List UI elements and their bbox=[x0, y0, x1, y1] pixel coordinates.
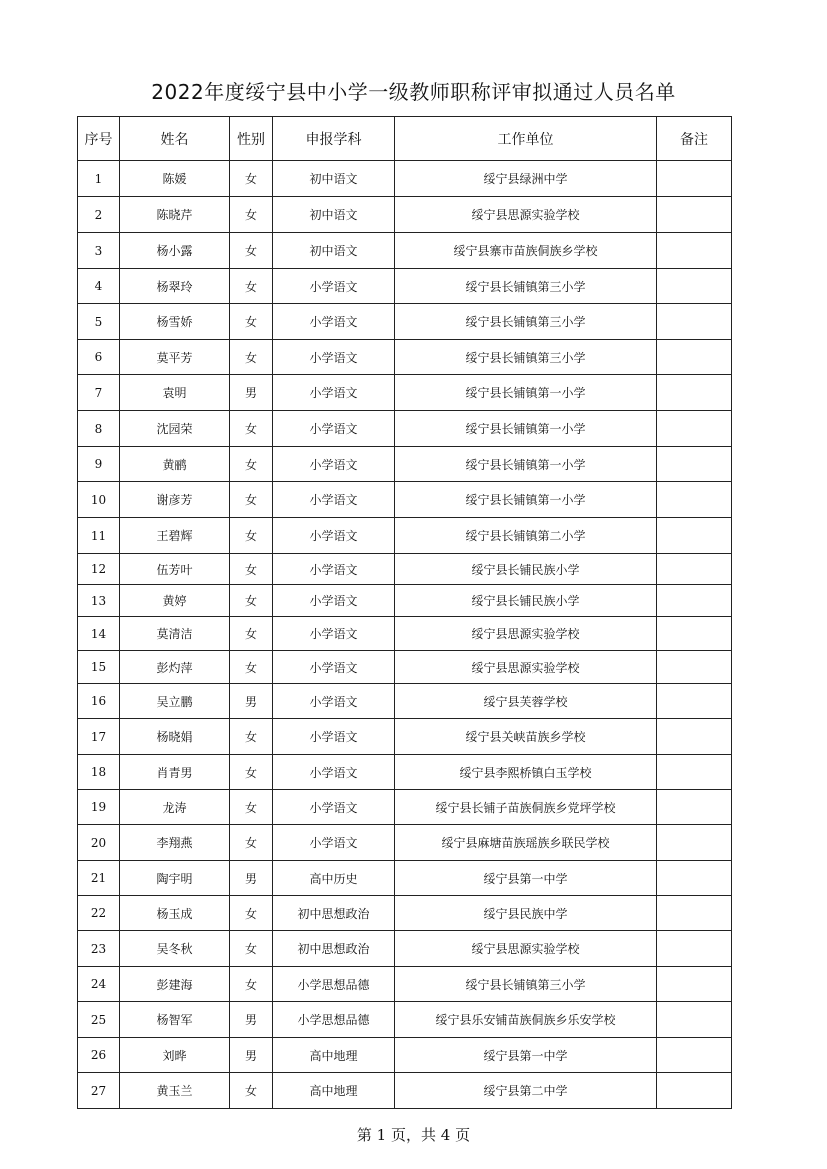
cell-workplace: 绥宁县芙蓉学校 bbox=[395, 684, 657, 719]
cell-name: 肖青男 bbox=[120, 755, 230, 790]
cell-name: 莫清洁 bbox=[120, 617, 230, 651]
cell-gender: 男 bbox=[230, 375, 273, 411]
cell-index: 15 bbox=[78, 651, 120, 684]
cell-name: 王碧辉 bbox=[120, 518, 230, 554]
cell-subject: 小学语文 bbox=[273, 790, 395, 825]
table-body bbox=[78, 161, 732, 1109]
table-row bbox=[78, 790, 732, 825]
cell-workplace: 绥宁县乐安铺苗族侗族乡乐安学校 bbox=[395, 1002, 657, 1038]
personnel-table bbox=[77, 116, 732, 1109]
cell-name: 彭建海 bbox=[120, 967, 230, 1002]
cell-name: 杨智军 bbox=[120, 1002, 230, 1038]
cell-name: 黄玉兰 bbox=[120, 1073, 230, 1109]
cell-gender: 男 bbox=[230, 861, 273, 896]
cell-remarks bbox=[657, 1038, 732, 1073]
cell-workplace: 绥宁县第一中学 bbox=[395, 861, 657, 896]
table-row bbox=[78, 719, 732, 755]
table-row bbox=[78, 197, 732, 233]
cell-remarks bbox=[657, 719, 732, 755]
table-row bbox=[78, 304, 732, 340]
cell-index: 3 bbox=[78, 233, 120, 269]
cell-subject: 初中思想政治 bbox=[273, 931, 395, 967]
cell-remarks bbox=[657, 617, 732, 651]
cell-remarks bbox=[657, 1002, 732, 1038]
cell-index: 1 bbox=[78, 161, 120, 197]
table-row bbox=[78, 585, 732, 617]
cell-gender: 女 bbox=[230, 554, 273, 585]
cell-workplace: 绥宁县绿洲中学 bbox=[395, 161, 657, 197]
cell-workplace: 绥宁县长铺子苗族侗族乡党坪学校 bbox=[395, 790, 657, 825]
cell-remarks bbox=[657, 861, 732, 896]
cell-subject: 小学语文 bbox=[273, 411, 395, 447]
cell-index: 11 bbox=[78, 518, 120, 554]
cell-subject: 小学语文 bbox=[273, 755, 395, 790]
cell-workplace: 绥宁县长铺民族小学 bbox=[395, 585, 657, 617]
table-row bbox=[78, 1073, 732, 1109]
cell-name: 袁明 bbox=[120, 375, 230, 411]
cell-gender: 女 bbox=[230, 651, 273, 684]
header-workplace: 工作单位 bbox=[395, 117, 657, 161]
cell-workplace: 绥宁县李熙桥镇白玉学校 bbox=[395, 755, 657, 790]
header-subject: 申报学科 bbox=[273, 117, 395, 161]
cell-workplace: 绥宁县长铺镇第三小学 bbox=[395, 340, 657, 375]
header-gender: 性别 bbox=[230, 117, 273, 161]
cell-remarks bbox=[657, 554, 732, 585]
cell-index: 20 bbox=[78, 825, 120, 861]
cell-subject: 小学语文 bbox=[273, 554, 395, 585]
table-row bbox=[78, 554, 732, 585]
cell-index: 24 bbox=[78, 967, 120, 1002]
cell-workplace: 绥宁县长铺镇第一小学 bbox=[395, 411, 657, 447]
cell-workplace: 绥宁县长铺镇第一小学 bbox=[395, 482, 657, 518]
cell-name: 杨雪娇 bbox=[120, 304, 230, 340]
cell-index: 8 bbox=[78, 411, 120, 447]
cell-remarks bbox=[657, 269, 732, 304]
cell-name: 李翔燕 bbox=[120, 825, 230, 861]
table-row bbox=[78, 651, 732, 684]
cell-remarks bbox=[657, 304, 732, 340]
cell-name: 吴冬秋 bbox=[120, 931, 230, 967]
cell-index: 25 bbox=[78, 1002, 120, 1038]
cell-name: 刘晔 bbox=[120, 1038, 230, 1073]
cell-name: 杨玉成 bbox=[120, 896, 230, 931]
cell-gender: 女 bbox=[230, 269, 273, 304]
cell-remarks bbox=[657, 896, 732, 931]
cell-workplace: 绥宁县思源实验学校 bbox=[395, 931, 657, 967]
cell-subject: 小学语文 bbox=[273, 651, 395, 684]
cell-subject: 小学语文 bbox=[273, 518, 395, 554]
cell-index: 26 bbox=[78, 1038, 120, 1073]
cell-gender: 女 bbox=[230, 197, 273, 233]
cell-index: 23 bbox=[78, 931, 120, 967]
header-index: 序号 bbox=[78, 117, 120, 161]
cell-gender: 女 bbox=[230, 1073, 273, 1109]
cell-subject: 高中地理 bbox=[273, 1038, 395, 1073]
cell-name: 龙涛 bbox=[120, 790, 230, 825]
cell-gender: 男 bbox=[230, 1002, 273, 1038]
cell-workplace: 绥宁县思源实验学校 bbox=[395, 197, 657, 233]
cell-name: 吴立鹏 bbox=[120, 684, 230, 719]
cell-remarks bbox=[657, 1073, 732, 1109]
cell-name: 杨翠玲 bbox=[120, 269, 230, 304]
cell-remarks bbox=[657, 340, 732, 375]
table-row bbox=[78, 161, 732, 197]
cell-name: 杨晓娟 bbox=[120, 719, 230, 755]
cell-gender: 女 bbox=[230, 967, 273, 1002]
cell-remarks bbox=[657, 790, 732, 825]
cell-gender: 女 bbox=[230, 447, 273, 482]
cell-subject: 高中历史 bbox=[273, 861, 395, 896]
cell-name: 黄鹂 bbox=[120, 447, 230, 482]
cell-index: 19 bbox=[78, 790, 120, 825]
cell-subject: 小学语文 bbox=[273, 617, 395, 651]
cell-name: 杨小露 bbox=[120, 233, 230, 269]
cell-remarks bbox=[657, 161, 732, 197]
cell-workplace: 绥宁县关峡苗族乡学校 bbox=[395, 719, 657, 755]
header-name: 姓名 bbox=[120, 117, 230, 161]
cell-remarks bbox=[657, 518, 732, 554]
cell-gender: 女 bbox=[230, 585, 273, 617]
cell-gender: 女 bbox=[230, 931, 273, 967]
table-row bbox=[78, 233, 732, 269]
cell-subject: 初中思想政治 bbox=[273, 896, 395, 931]
cell-gender: 女 bbox=[230, 896, 273, 931]
table-row bbox=[78, 518, 732, 554]
cell-index: 17 bbox=[78, 719, 120, 755]
cell-gender: 女 bbox=[230, 617, 273, 651]
cell-gender: 女 bbox=[230, 518, 273, 554]
cell-workplace: 绥宁县长铺镇第三小学 bbox=[395, 269, 657, 304]
cell-workplace: 绥宁县第一中学 bbox=[395, 1038, 657, 1073]
page-title: 2022年度绥宁县中小学一级教师职称评审拟通过人员名单 bbox=[151, 80, 676, 104]
table-row bbox=[78, 340, 732, 375]
table-row bbox=[78, 447, 732, 482]
cell-name: 莫平芳 bbox=[120, 340, 230, 375]
cell-index: 10 bbox=[78, 482, 120, 518]
cell-name: 陶宇明 bbox=[120, 861, 230, 896]
table-header-row bbox=[78, 117, 732, 161]
cell-remarks bbox=[657, 651, 732, 684]
cell-remarks bbox=[657, 585, 732, 617]
header-remarks: 备注 bbox=[657, 117, 732, 161]
table-row bbox=[78, 617, 732, 651]
cell-gender: 女 bbox=[230, 482, 273, 518]
cell-remarks bbox=[657, 197, 732, 233]
cell-workplace: 绥宁县思源实验学校 bbox=[395, 617, 657, 651]
cell-subject: 初中语文 bbox=[273, 197, 395, 233]
table-row bbox=[78, 755, 732, 790]
cell-subject: 小学语文 bbox=[273, 684, 395, 719]
cell-workplace: 绥宁县长铺民族小学 bbox=[395, 554, 657, 585]
cell-index: 13 bbox=[78, 585, 120, 617]
cell-remarks bbox=[657, 447, 732, 482]
cell-name: 陈媛 bbox=[120, 161, 230, 197]
table-row bbox=[78, 896, 732, 931]
cell-subject: 小学语文 bbox=[273, 269, 395, 304]
cell-gender: 女 bbox=[230, 719, 273, 755]
cell-index: 18 bbox=[78, 755, 120, 790]
cell-subject: 小学思想品德 bbox=[273, 1002, 395, 1038]
cell-workplace: 绥宁县长铺镇第二小学 bbox=[395, 518, 657, 554]
cell-subject: 小学语文 bbox=[273, 447, 395, 482]
cell-name: 彭灼萍 bbox=[120, 651, 230, 684]
cell-remarks bbox=[657, 967, 732, 1002]
cell-gender: 男 bbox=[230, 1038, 273, 1073]
cell-gender: 女 bbox=[230, 233, 273, 269]
cell-index: 9 bbox=[78, 447, 120, 482]
cell-workplace: 绥宁县民族中学 bbox=[395, 896, 657, 931]
cell-index: 14 bbox=[78, 617, 120, 651]
table-row bbox=[78, 375, 732, 411]
cell-index: 12 bbox=[78, 554, 120, 585]
cell-remarks bbox=[657, 684, 732, 719]
cell-remarks bbox=[657, 233, 732, 269]
cell-workplace: 绥宁县长铺镇第一小学 bbox=[395, 447, 657, 482]
table-row bbox=[78, 967, 732, 1002]
table-row bbox=[78, 1038, 732, 1073]
cell-gender: 女 bbox=[230, 411, 273, 447]
cell-gender: 男 bbox=[230, 684, 273, 719]
cell-index: 6 bbox=[78, 340, 120, 375]
cell-remarks bbox=[657, 825, 732, 861]
cell-gender: 女 bbox=[230, 161, 273, 197]
cell-subject: 小学语文 bbox=[273, 825, 395, 861]
cell-index: 2 bbox=[78, 197, 120, 233]
cell-workplace: 绥宁县麻塘苗族瑶族乡联民学校 bbox=[395, 825, 657, 861]
cell-subject: 小学语文 bbox=[273, 585, 395, 617]
table-row bbox=[78, 482, 732, 518]
cell-index: 4 bbox=[78, 269, 120, 304]
cell-workplace: 绥宁县长铺镇第三小学 bbox=[395, 967, 657, 1002]
cell-remarks bbox=[657, 755, 732, 790]
cell-remarks bbox=[657, 482, 732, 518]
cell-workplace: 绥宁县思源实验学校 bbox=[395, 651, 657, 684]
table-row bbox=[78, 931, 732, 967]
cell-gender: 女 bbox=[230, 755, 273, 790]
cell-subject: 高中地理 bbox=[273, 1073, 395, 1109]
cell-workplace: 绥宁县长铺镇第一小学 bbox=[395, 375, 657, 411]
cell-index: 7 bbox=[78, 375, 120, 411]
table-row bbox=[78, 1002, 732, 1038]
cell-name: 沈园荣 bbox=[120, 411, 230, 447]
cell-name: 陈晓芹 bbox=[120, 197, 230, 233]
cell-gender: 女 bbox=[230, 825, 273, 861]
cell-subject: 小学语文 bbox=[273, 304, 395, 340]
table-row bbox=[78, 411, 732, 447]
cell-subject: 初中语文 bbox=[273, 233, 395, 269]
cell-subject: 小学思想品德 bbox=[273, 967, 395, 1002]
cell-workplace: 绥宁县长铺镇第三小学 bbox=[395, 304, 657, 340]
cell-gender: 女 bbox=[230, 340, 273, 375]
cell-index: 22 bbox=[78, 896, 120, 931]
cell-subject: 小学语文 bbox=[273, 719, 395, 755]
cell-name: 伍芳叶 bbox=[120, 554, 230, 585]
cell-index: 27 bbox=[78, 1073, 120, 1109]
cell-gender: 女 bbox=[230, 304, 273, 340]
table-row bbox=[78, 269, 732, 304]
cell-index: 5 bbox=[78, 304, 120, 340]
cell-remarks bbox=[657, 931, 732, 967]
cell-subject: 初中语文 bbox=[273, 161, 395, 197]
cell-workplace: 绥宁县寨市苗族侗族乡学校 bbox=[395, 233, 657, 269]
table-row bbox=[78, 861, 732, 896]
cell-subject: 小学语文 bbox=[273, 375, 395, 411]
cell-remarks bbox=[657, 411, 732, 447]
cell-name: 黄婷 bbox=[120, 585, 230, 617]
cell-index: 16 bbox=[78, 684, 120, 719]
page-footer: 第 1 页，共 4 页 bbox=[356, 1126, 471, 1144]
cell-subject: 小学语文 bbox=[273, 482, 395, 518]
cell-subject: 小学语文 bbox=[273, 340, 395, 375]
cell-workplace: 绥宁县第二中学 bbox=[395, 1073, 657, 1109]
cell-gender: 女 bbox=[230, 790, 273, 825]
table-row bbox=[78, 825, 732, 861]
table-row bbox=[78, 684, 732, 719]
cell-name: 谢彦芳 bbox=[120, 482, 230, 518]
cell-remarks bbox=[657, 375, 732, 411]
cell-index: 21 bbox=[78, 861, 120, 896]
